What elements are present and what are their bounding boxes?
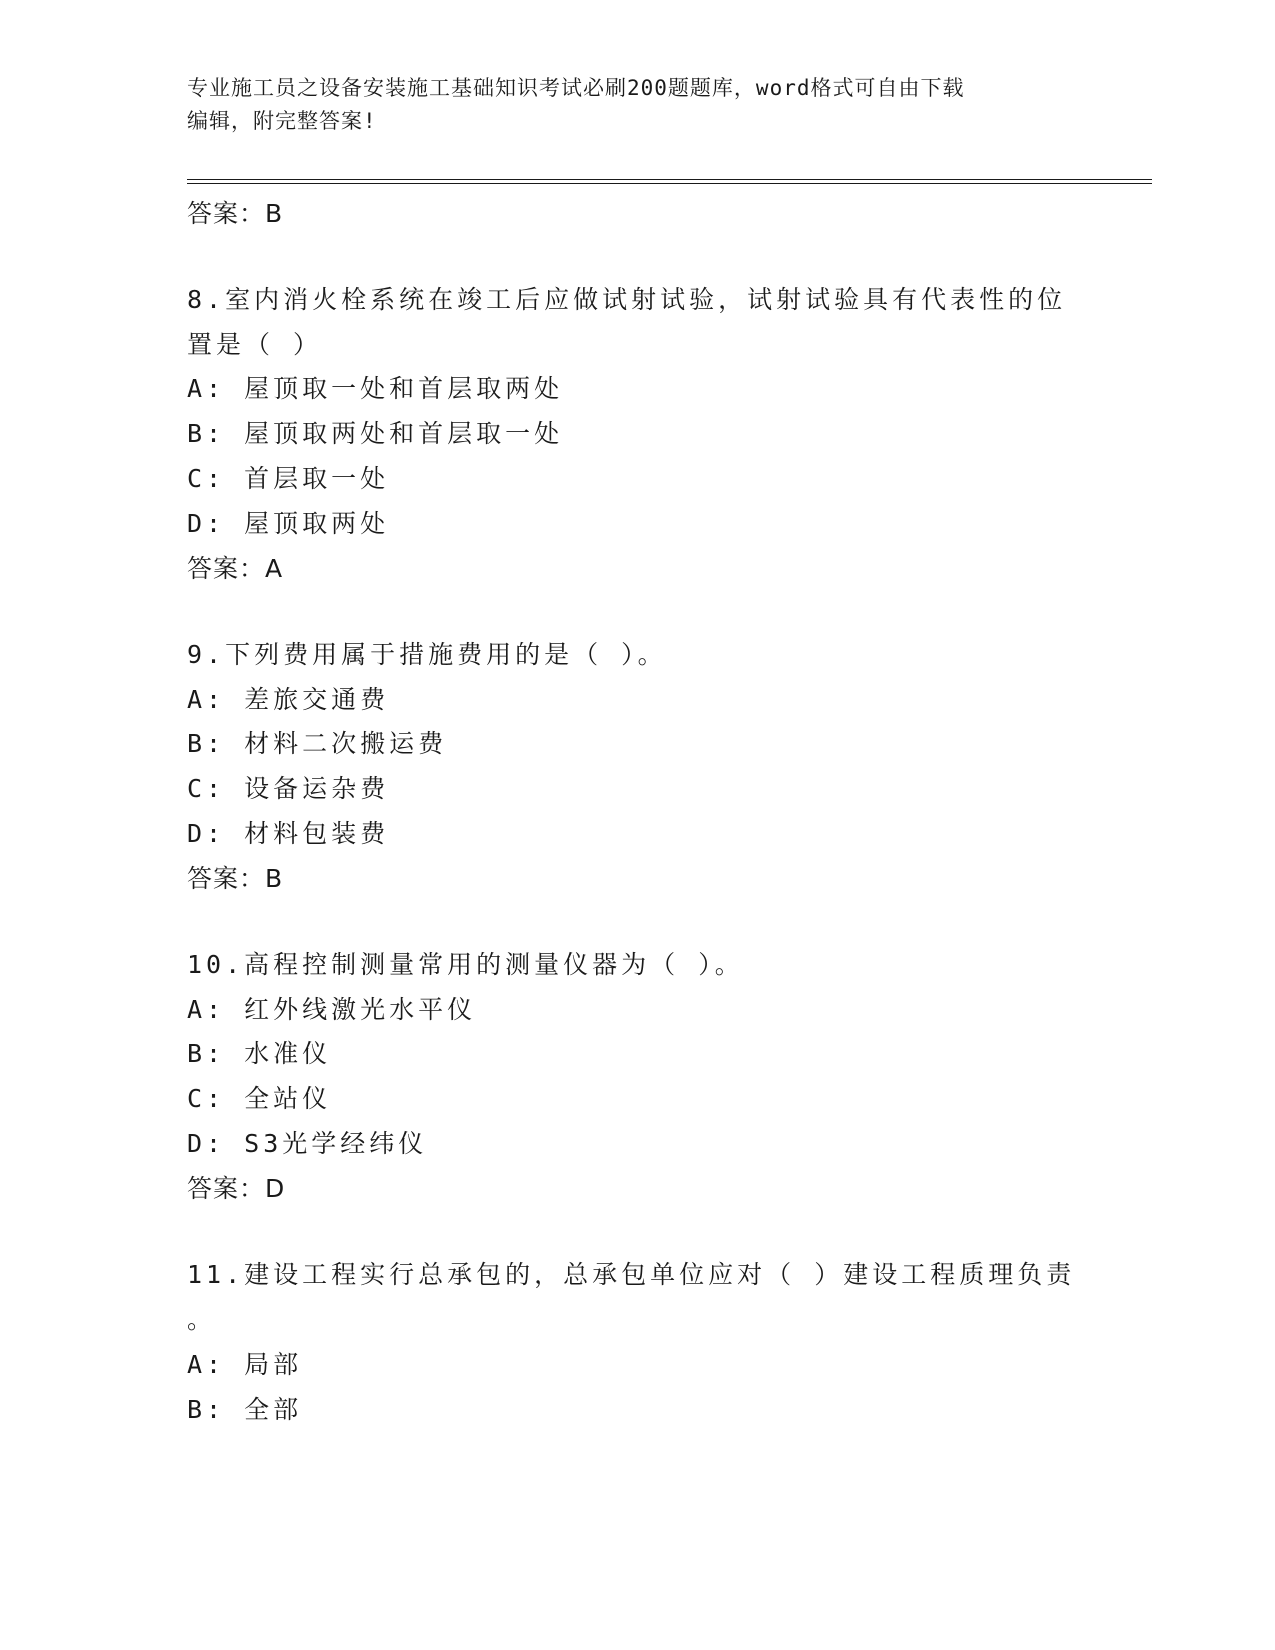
question-8-option-a: A: 屋顶取一处和首层取两处 [187,374,564,403]
question-8-stem-2: 置是（ ） [187,330,323,359]
question-11-stem-2: 。 [187,1305,217,1334]
header-line-2: 编辑，附完整答案! [187,109,377,133]
header-rule-bottom [187,183,1152,184]
answer-prev: 答案：B [187,199,284,228]
header-line-1: 专业施工员之设备安装施工基础知识考试必刷200题题库，word格式可自由下载 [187,76,965,100]
question-8-option-b: B: 屋顶取两处和首层取一处 [187,419,564,448]
question-11-option-b: B: 全部 [187,1395,303,1424]
question-10-option-c: C: 全站仪 [187,1084,332,1113]
question-8-answer: 答案：A [187,554,284,583]
question-9-answer: 答案：B [187,864,284,893]
question-8-option-d: D: 屋顶取两处 [187,509,390,538]
question-8-stem-1: 8.室内消火栓系统在竣工后应做试射试验，试射试验具有代表性的位 [187,285,1067,314]
header-rule-top [187,179,1152,180]
question-10-stem: 10.高程控制测量常用的测量仪器为（ ）。 [187,950,744,979]
question-9-option-c: C: 设备运杂费 [187,774,390,803]
question-9-stem: 9.下列费用属于措施费用的是（ ）。 [187,640,667,669]
question-8-option-c: C: 首层取一处 [187,464,390,493]
question-9-option-d: D: 材料包装费 [187,819,390,848]
question-10-option-b: B: 水准仪 [187,1039,332,1068]
question-9-option-b: B: 材料二次搬运费 [187,729,448,758]
question-10-option-d: D: S3光学经纬仪 [187,1129,428,1158]
question-10-option-a: A: 红外线激光水平仪 [187,995,477,1024]
page-header [187,72,1067,138]
question-11-stem-1: 11.建设工程实行总承包的，总承包单位应对（ ）建设工程质理负责 [187,1260,1076,1289]
question-11-option-a: A: 局部 [187,1350,303,1379]
question-10-answer: 答案：D [187,1174,286,1203]
question-9-option-a: A: 差旅交通费 [187,685,390,714]
